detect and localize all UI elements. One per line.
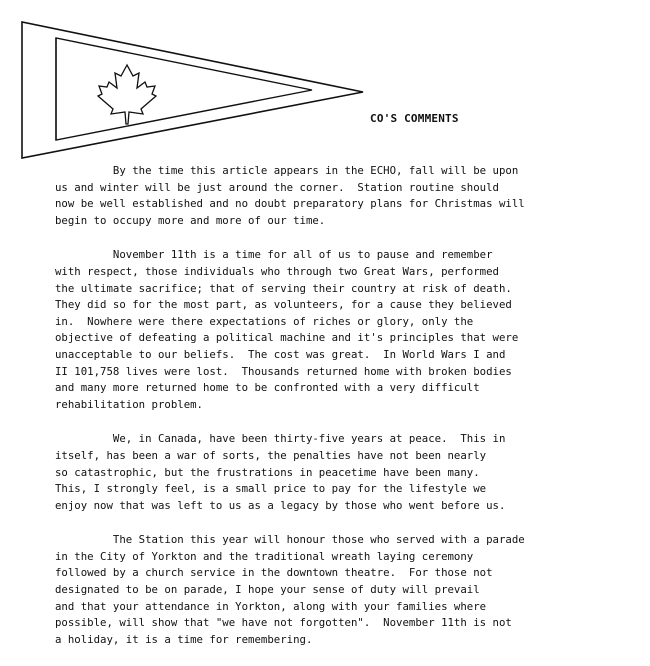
text-line: so catastrophic, but the frustrations in peacetime have been many. (55, 465, 480, 479)
text-line: followed by a church service in the downtown theatre. For those not (55, 566, 493, 580)
maple-leaf-icon (98, 65, 156, 124)
paragraph (55, 247, 615, 413)
text-line: a holiday, it is a time for remembering. (55, 632, 313, 646)
text-line: begin to occupy more and more of our time. (55, 213, 326, 227)
text-line: with respect, those individuals who through two Great Wars, performed (55, 264, 499, 278)
text-line: designated to be on parade, I hope your sense of duty will prevail (55, 583, 480, 597)
text-line: II 101,758 lives were lost. Thousands returned home with broken bodies (55, 364, 512, 378)
paragraph (55, 532, 615, 648)
text-line: the ultimate sacrifice; that of serving their country at risk of death. (55, 281, 512, 295)
text-line: They did so for the most part, as volunteers, for a cause they believed (55, 298, 512, 312)
text-line: unacceptable to our beliefs. The cost was great. In World Wars I and (55, 347, 506, 361)
paragraph (55, 163, 615, 229)
paragraph (55, 431, 615, 514)
text-line: By the time this article appears in the ECHO, fall will be upon (55, 164, 519, 177)
text-line: We, in Canada, have been thirty-five years at peace. This in (55, 432, 506, 446)
text-line: us and winter will be just around the corner. Station routine should (55, 180, 499, 194)
text-line: rehabilitation problem. (55, 397, 203, 411)
article-body (55, 163, 615, 666)
text-line: and that your attendance in Yorkton, along with your families where (55, 599, 487, 613)
text-line: and many more returned home to be confronted with a very difficult (55, 381, 480, 395)
text-line: in the City of Yorkton and the traditional wreath laying ceremony (55, 549, 474, 563)
text-line: in. Nowhere were there expectations of riches or glory, only the (55, 314, 474, 328)
text-line: November 11th is a time for all of us to pause and remember (55, 248, 493, 262)
text-line: objective of defeating a political machine and it's principles that were (55, 331, 519, 345)
page-title: CO'S COMMENTS (370, 112, 459, 125)
text-line: possible, will show that "we have not forgotten". November 11th is not (55, 616, 512, 630)
text-line: enjoy now that was left to us as a legacy by those who went before us. (55, 498, 506, 512)
text-line: now be well established and no doubt preparatory plans for Christmas will (55, 197, 525, 211)
text-line: itself, has been a war of sorts, the penalties have not been nearly (55, 448, 487, 462)
canadian-pennant-icon (20, 20, 365, 160)
text-line: The Station this year will honour those who served with a parade (55, 533, 525, 547)
text-line: This, I strongly feel, is a small price to pay for the lifestyle we (55, 482, 487, 496)
